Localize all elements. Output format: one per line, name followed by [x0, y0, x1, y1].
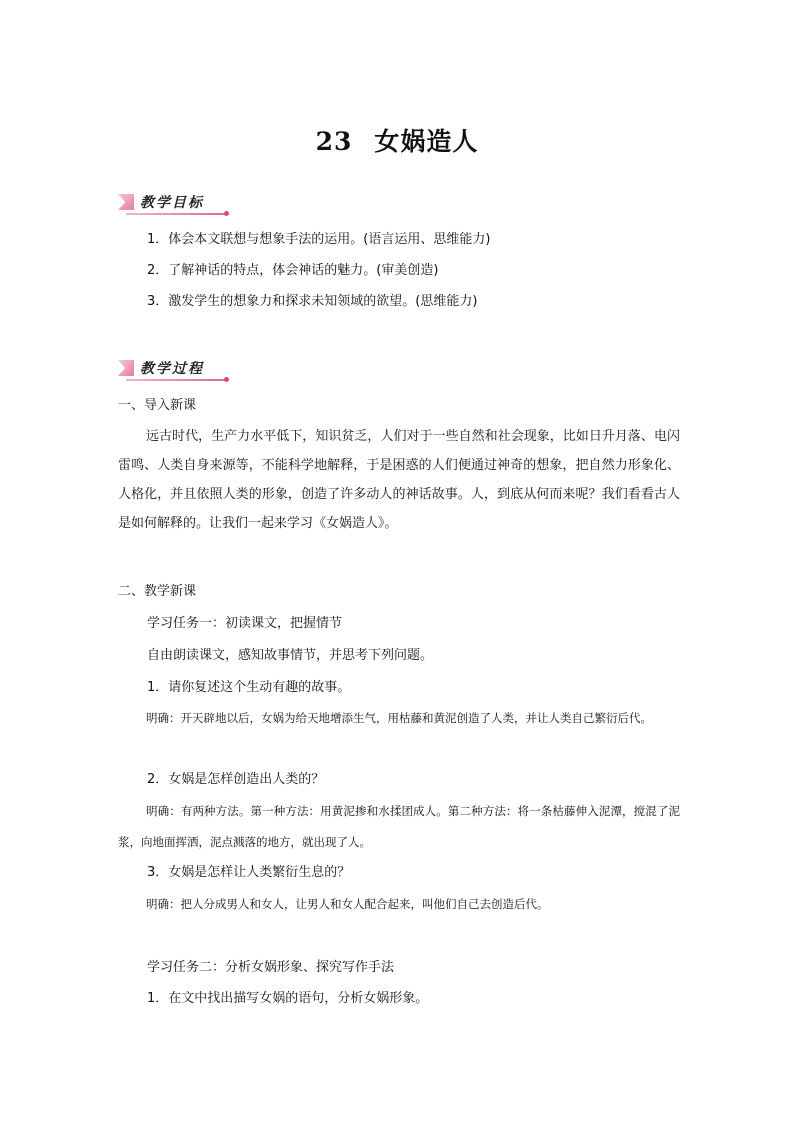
- section-heading-label: 教学目标: [140, 195, 204, 211]
- part1-title: 一、导入新课: [118, 398, 197, 413]
- part2-title: 二、教学新课: [118, 584, 197, 599]
- lesson-title: 女娲造人: [374, 127, 479, 156]
- ribbon-icon: [118, 194, 134, 210]
- heading-dot-icon: [224, 377, 229, 382]
- section-heading-process: [118, 358, 236, 382]
- task2-question-1: 1．在文中找出描写女娲的语句，分析女娲形象。: [147, 991, 429, 1006]
- goal-item-2: 2．了解神话的特点，体会神话的魅力。(审美创造): [147, 263, 439, 278]
- section-heading-goals: [118, 192, 236, 216]
- goal-item-1: 1．体会本文联想与想象手法的运用。(语言运用、思维能力): [147, 232, 491, 247]
- answer-3: 明确：把人分成男人和女人，让男人和女人配合起来，叫他们自己去创造后代。: [146, 897, 549, 911]
- goal-item-3: 3．激发学生的想象力和探求未知领域的欲望。(思维能力): [147, 294, 478, 309]
- question-3: 3．女娲是怎样让人类繁衍生息的？: [147, 865, 351, 880]
- question-1: 1．请你复述这个生动有趣的故事。: [147, 680, 351, 695]
- task1-intro: 自由朗读课文，感知故事情节，并思考下列问题。: [147, 648, 434, 663]
- heading-underline: [126, 379, 226, 381]
- section-heading-label: 教学过程: [140, 361, 204, 377]
- page-title: [0, 122, 794, 158]
- answer-1: 明确：开天辟地以后，女娲为给天地增添生气，用枯藤和黄泥创造了人类，并让人类自己繁衍后代。: [146, 711, 652, 725]
- heading-underline: [126, 213, 226, 215]
- lesson-number: 23: [315, 127, 353, 156]
- heading-dot-icon: [224, 211, 229, 216]
- task2-title: 学习任务二：分析女娲形象、探究写作手法: [147, 960, 395, 975]
- question-2: 2．女娲是怎样创造出人类的？: [147, 772, 325, 787]
- intro-paragraph: 远古时代，生产力水平低下，知识贫乏，人们对于一些自然和社会现象，比如日升月落、电闪雷鸣、人类自身来源等，不能科学地解释，于是困惑的人们便通过神奇的想象，把自然力形象化、人格化，并且依照人类的形象，创造了许多动人的神话故事。人，到底从何而来呢？我们看看古人是如何解释的。让我们一起来学习《女娲造人》。: [118, 429, 680, 531]
- task1-title: 学习任务一：初读课文，把握情节: [147, 616, 343, 631]
- answer-2: 明确：有两种方法。第一种方法：用黄泥掺和水揉团成人。第二种方法：将一条枯藤伸入泥潭，搅混了泥浆，向地面挥洒，泥点溅落的地方，就出现了人。: [118, 804, 680, 849]
- ribbon-icon: [118, 360, 134, 376]
